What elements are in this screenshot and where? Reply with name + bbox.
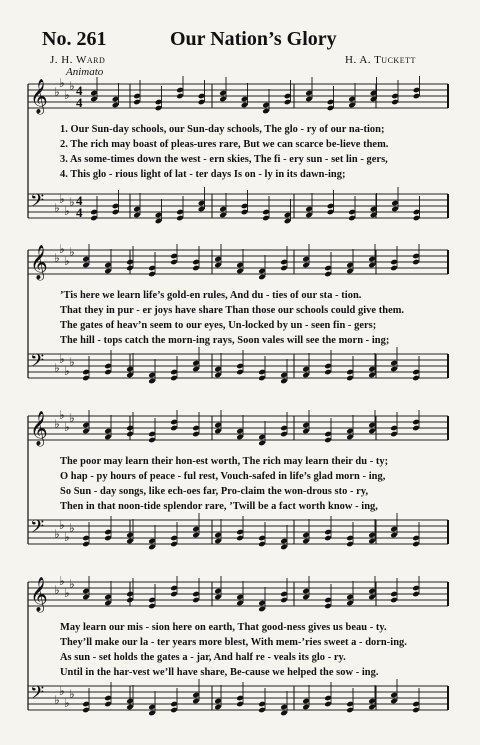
music-system-1	[24, 76, 450, 244]
bass-clef-icon: 𝄢	[30, 190, 45, 215]
flat-icon: ♭	[59, 518, 65, 532]
time-signature-top: 4	[76, 193, 83, 208]
flat-icon: ♭	[69, 687, 75, 701]
flat-icon: ♭	[64, 364, 70, 378]
flat-icon: ♭	[59, 192, 65, 206]
flat-icon: ♭	[59, 352, 65, 366]
lyric-line: That they in pur - er joys have share Than those our schools could give them.	[60, 305, 405, 316]
flat-icon: ♭	[69, 195, 75, 209]
lyric-line: 1. Our Sun-day schools, our Sun-day schools, The glo - ry of our na-tion;	[60, 124, 385, 135]
lyric-line: The hill - tops catch the morn-ing rays, Soon vales will see the morn - ing;	[60, 335, 390, 346]
lyric-line: The poor may learn their hon-est worth, The rich may learn their du - ty;	[60, 456, 389, 467]
flat-icon: ♭	[54, 417, 60, 431]
flat-icon: ♭	[69, 521, 75, 535]
flat-icon: ♭	[69, 79, 75, 93]
lyric-line: Then in that noon-tide splendor rare, ’Twill be a fact worth know - ing,	[60, 501, 378, 512]
music-system-2	[24, 244, 450, 404]
bass-clef-icon: 𝄢	[30, 682, 45, 707]
hymn-number: No. 261	[42, 28, 107, 50]
music-system-3	[24, 410, 450, 570]
flat-icon: ♭	[64, 204, 70, 218]
tempo-marking: Animato	[66, 66, 104, 78]
flat-icon: ♭	[54, 583, 60, 597]
flat-icon: ♭	[69, 577, 75, 591]
treble-clef-icon: 𝄞	[30, 80, 48, 113]
lyric-line: May learn our mis - sion here on earth, That good-ness gives us beau - ty.	[60, 622, 387, 633]
hymn-header	[0, 0, 480, 80]
flat-icon: ♭	[59, 76, 65, 90]
flat-icon: ♭	[54, 361, 60, 375]
time-signature-top: 4	[76, 83, 83, 98]
flat-icon: ♭	[69, 245, 75, 259]
flat-icon: ♭	[69, 411, 75, 425]
flat-icon: ♭	[54, 527, 60, 541]
flat-icon: ♭	[59, 410, 65, 422]
flat-icon: ♭	[59, 684, 65, 698]
flat-icon: ♭	[64, 696, 70, 710]
lyric-line: 3. As some-times down the west - ern skies, The fi - ery sun - set lin - gers,	[60, 154, 388, 165]
hymn-title: Our Nation’s Glory	[170, 28, 337, 50]
composer-credit: H. A. Tuckett	[345, 54, 416, 66]
music-system-4	[24, 576, 450, 736]
flat-icon: ♭	[59, 244, 65, 256]
time-signature-bottom: 4	[76, 205, 83, 220]
lyric-line: ’Tis here we learn life’s gold-en rules, And du - ties of our sta - tion.	[60, 290, 362, 301]
flat-icon: ♭	[64, 88, 70, 102]
lyric-line: As sun - set holds the gates a - jar, And half re - veals its glo - ry.	[60, 652, 346, 663]
lyric-line: O hap - py hours of peace - ful rest, Vouch-safed in life’s glad morn - ing,	[60, 471, 386, 482]
flat-icon: ♭	[64, 586, 70, 600]
flat-icon: ♭	[54, 201, 60, 215]
flat-icon: ♭	[69, 355, 75, 369]
flat-icon: ♭	[54, 251, 60, 265]
lyric-line: 4. This glo - rious light of lat - ter days Is on - ly in its dawn-ing;	[60, 169, 346, 180]
lyric-line: So Sun - day songs, like ech-oes far, Pro-claim the won-drous sto - ry,	[60, 486, 369, 497]
lyric-line: They’ll make our la - ter years more blest, With mem-’ries sweet a - dorn-ing.	[60, 637, 407, 648]
flat-icon: ♭	[59, 576, 65, 588]
flat-icon: ♭	[54, 85, 60, 99]
time-signature-bottom: 4	[76, 95, 83, 110]
bass-clef-icon: 𝄢	[30, 350, 45, 375]
flat-icon: ♭	[64, 254, 70, 268]
flat-icon: ♭	[64, 420, 70, 434]
lyric-line: 2. The rich may boast of pleas-ures rare, But we can scarce be-lieve them.	[60, 139, 389, 150]
treble-clef-icon: 𝄞	[30, 246, 48, 279]
treble-clef-icon: 𝄞	[30, 578, 48, 611]
flat-icon: ♭	[54, 693, 60, 707]
flat-icon: ♭	[64, 530, 70, 544]
treble-clef-icon: 𝄞	[30, 412, 48, 445]
lyric-line: The gates of heav’n seem to our eyes, Un-locked by un - seen fin - gers;	[60, 320, 377, 331]
author-credit: J. H. Ward	[50, 54, 106, 66]
lyric-line: Until in the har-vest we’ll have share, Be-cause we helped the sow - ing.	[60, 667, 379, 678]
bass-clef-icon: 𝄢	[30, 516, 45, 541]
